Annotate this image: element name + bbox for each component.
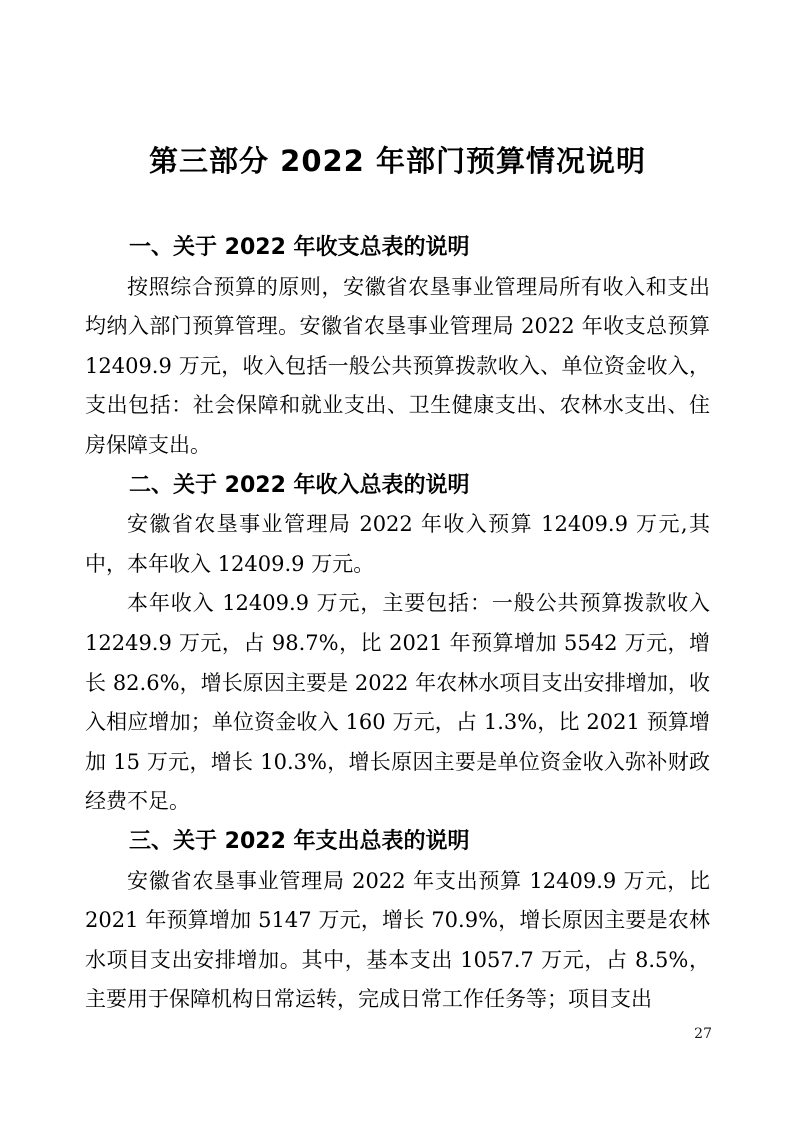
section-income-budget: [85, 466, 710, 822]
section-expenditure-budget: [85, 822, 710, 1020]
section-2-heading: 二、关于 2022 年收入总表的说明: [129, 472, 470, 498]
document-content: [85, 0, 710, 1020]
section-3-paragraph-1: 安徽省农垦事业管理局 2022 年支出预算 12409.9 万元，比 2021 年预算增加 5147 万元，增长 70.9%，增长原因主要是农林水项目支出安排增加。其中，基本支出 1057.7 万元，占 8.5%，主要用于保障机构日常运转，完成日常工作任务等；项目支出: [85, 868, 710, 1012]
page-title: 第三部分 2022 年部门预算情况说明: [149, 144, 646, 178]
section-2-paragraph-1: 安徽省农垦事业管理局 2022 年收入预算 12409.9 万元,其中，本年收入 12409.9 万元。: [85, 512, 710, 576]
section-1-paragraph-1: 按照综合预算的原则，安徽省农垦事业管理局所有收入和支出均纳入部门预算管理。安徽省农垦事业管理局 2022 年收支总预算 12409.9 万元，收入包括一般公共预算拨款收入、单位资金收入，支出包括：社会保障和就业支出、卫生健康支出、农林水支出、住房保障支出。: [85, 274, 710, 457]
page-number: 27: [694, 1026, 712, 1042]
section-3-heading: 三、关于 2022 年支出总表的说明: [129, 828, 470, 854]
section-2-paragraph-2: 本年收入 12409.9 万元，主要包括：一般公共预算拨款收入 12249.9 万元，占 98.7%，比 2021 年预算增加 5542 万元，增长 82.6%，增长原因主要是 2022 年农林水项目支出安排增加，收入相应增加；单位资金收入 160 万元，占 1.3%，比 2021 预算增加 15 万元，增长 10.3%，增长原因主要是单位资金收入弥补财政经费不足。: [85, 591, 710, 814]
section-1-heading: 一、关于 2022 年收支总表的说明: [129, 235, 470, 260]
section-overall-budget: [85, 228, 710, 466]
